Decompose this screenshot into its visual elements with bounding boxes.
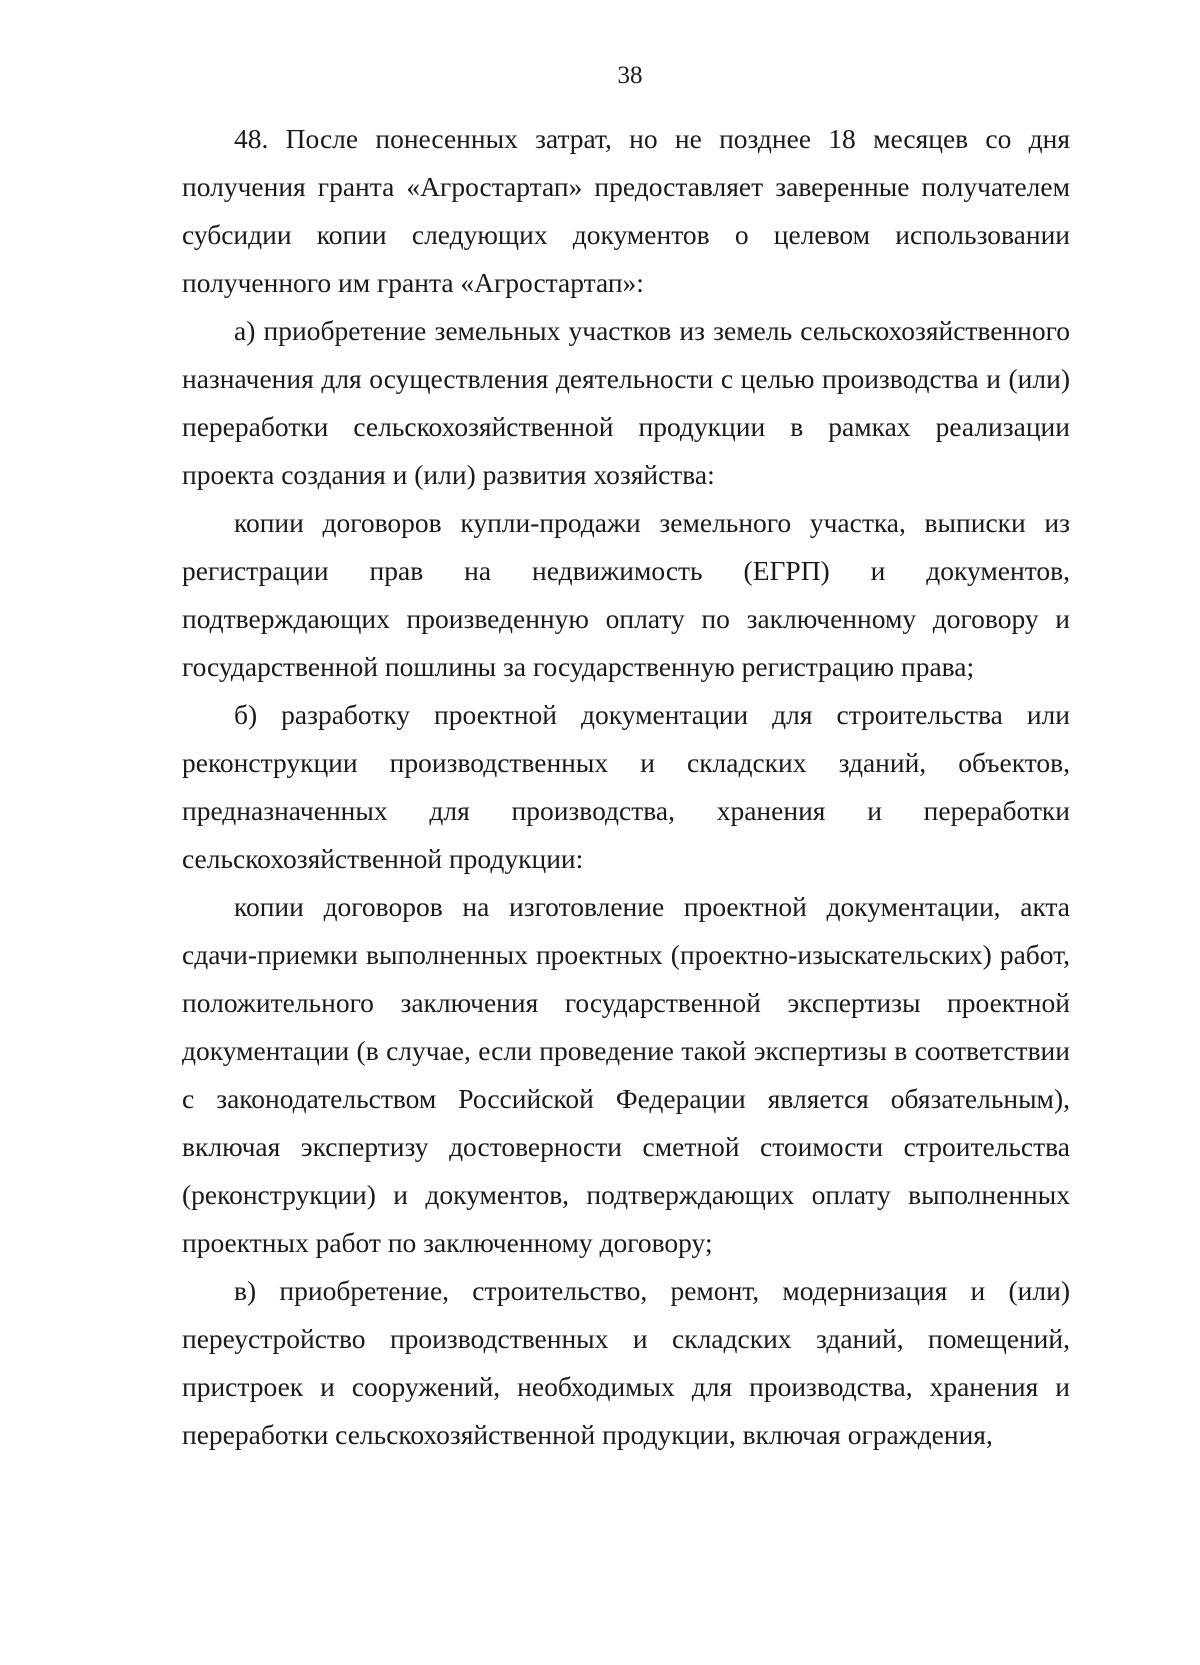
paragraph-item-a-documents: копии договоров купли-продажи земельного участка, выписки из регистрации прав на недвижимость (ЕГРП) и документов, подтверждающих произведенную оплату по заключенному договору и государственной пошлины за государственную регистрацию права; [182, 507, 1070, 682]
paragraph-item-a: а) приобретение земельных участков из земель сельскохозяйственного назначения для осуществления деятельности с целью производства и (или) переработки сельскохозяйственной продукции в рамках реализации проекта создания и (или) развития хозяйства: [182, 315, 1070, 490]
page-number: 38 [617, 62, 643, 89]
paragraph-item-b: б) разработку проектной документации для строительства или реконструкции производственных и складских зданий, объектов, предназначенных для производства, хранения и переработки сельскохозяйственной продукции: [182, 699, 1070, 874]
document-body [182, 115, 1070, 1459]
paragraph-48-intro: 48. После понесенных затрат, но не позднее 18 месяцев со дня получения гранта «Агростартап» предоставляет заверенные получателем субсидии копии следующих документов о целевом использовании полученного им гранта «Агростартап»: [182, 123, 1070, 298]
paragraph-item-v: в) приобретение, строительство, ремонт, модернизация и (или) переустройство производственных и складских зданий, помещений, пристроек и сооружений, необходимых для производства, хранения и переработки сельскохозяйственной продукции, включая ограждения, [182, 1275, 1070, 1450]
paragraph-item-b-documents: копии договоров на изготовление проектной документации, акта сдачи-приемки выполненных проектных (проектно-изыскательских) работ, положительного заключения государственной экспертизы проектной документации (в случае, если проведение такой экспертизы в соответствии с законодательством Российской Федерации является обязательным), включая экспертизу достоверности сметной стоимости строительства (реконструкции) и документов, подтверждающих оплату выполненных проектных работ по заключенному договору; [182, 891, 1070, 1258]
